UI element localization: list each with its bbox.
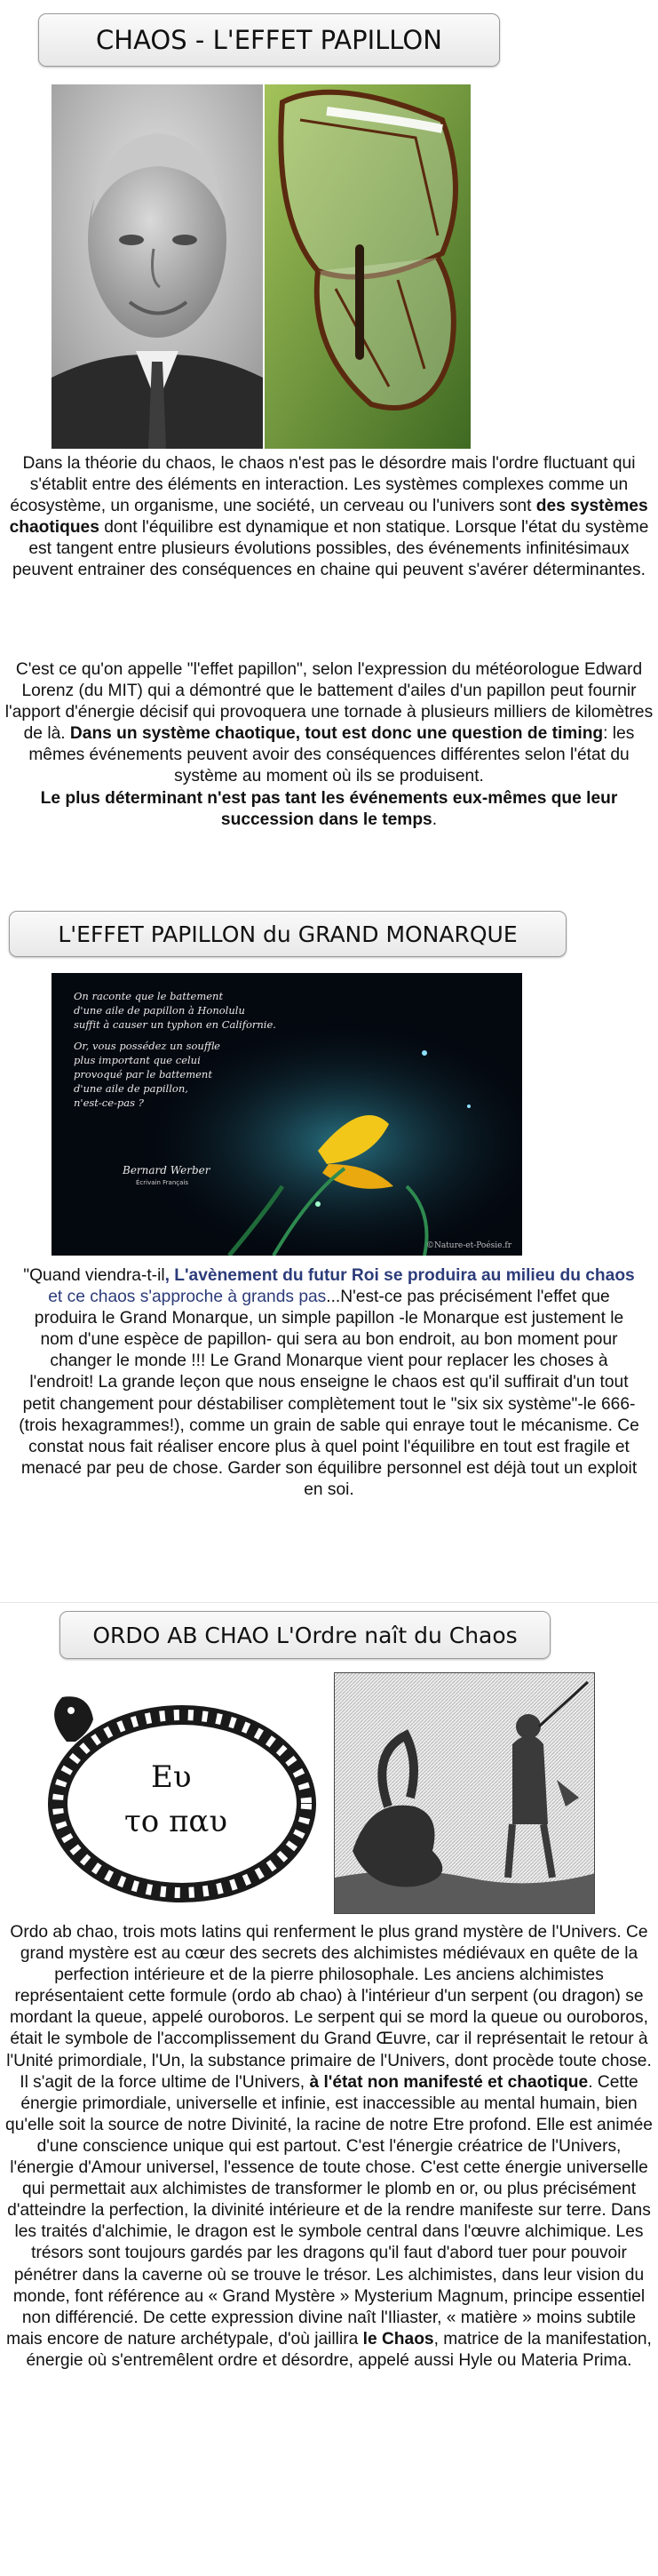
image-watermark: ©Nature-et-Poésie.fr <box>425 1241 511 1250</box>
butterfly-quote-image: On raconte que le battement d'une aile de papillon à Honolulu suffit à causer un typhon en Californie. Or, vous possédez un souffle plus important que celui provoqué par le battement d'une aile de papillon, n'est-ce-pas ? Bernard Werber Écrivain Français ©Nature-et-Poésie.fr <box>52 973 522 1256</box>
section1-paragraph-1: Dans la théorie du chaos, le chaos n'est pas le désordre mais l'ordre fluctuant qui s'établit entre des éléments en interaction. Les systèmes complexes comme un écosystème, un organisme, une société, un cerveau ou l'univers sont des systèmes chaotiques dont l'équilibre est dynamique et non statique. Lorsque l'état du système est tangent entre plusieurs évolutions possibles, des événements infinitésimaux peuvent entrainer des conséquences en chaine qui peuvent s'avérer déterminantes. <box>9 454 649 580</box>
section-heading-grand-monarque <box>9 911 567 957</box>
glasswing-butterfly-image <box>265 84 471 449</box>
quote-author: Bernard Werber <box>123 1164 210 1176</box>
section-heading-ordo-ab-chao <box>59 1611 551 1659</box>
section2-paragraph-1: "Quand viendra-t-il, L'avènement du futur Roi se produira au milieu du chaos et ce chaos s'approche à grands pas...N'est-ce pas précisément l'effet que produira le Grand Monarque, un simple papillon -le Monarque est justement le nom d'une espèce de papillon- qui sera au bon endroit, au bon moment pour changer le monde !!! Le Grand Monarque vient pour replacer les choses à l'endroit! La grande leçon que nous enseigne le chaos est qu'il suffirait d'un tout petit changement pour déstabiliser complètement tout le "six six système"-le 666-(trois hexagrammes!), comme un grain de sable qui enraye tout le mécanisme. Ce constat nous fait réaliser encore plus à quel point l'équilibre en tout est fragile et menacé par peu de chose. Garder son équilibre personnel est déjà tout un exploit en soi. <box>19 1266 639 1499</box>
ouroboros-image <box>40 1679 322 1912</box>
section-heading-text: CHAOS - L'EFFET PAPILLON <box>96 25 442 55</box>
section-heading-chaos <box>38 13 500 67</box>
quote-author-subtitle: Écrivain Français <box>136 1179 188 1186</box>
section-heading-text: ORDO AB CHAO L'Ordre naît du Chaos <box>92 1622 518 1648</box>
portrait-image <box>52 84 263 449</box>
section-divider <box>0 1602 658 1603</box>
section-heading-text: L'EFFET PAPILLON du GRAND MONARQUE <box>58 921 518 947</box>
ouroboros-text-line1: Ευ <box>151 1759 192 1795</box>
section1-paragraph-2: C'est ce qu'on appelle "l'effet papillon", selon l'expression du météorologue Edward Lorenz (du MIT) qui a démontré que le battement d'ailes d'un papillon peut fournir l'apport d'énergie décisif qui provoquera une tornade à plusieurs milliers de kilomètres de là. Dans un système chaotique, tout est donc une question de timing: les mêmes événements peuvent avoir des conséquences différentes selon l'état du système au moment où ils se produisent. Le plus déterminant n'est pas tant les événements eux-mêmes que leur succession dans le temps. <box>4 660 654 829</box>
section3-paragraph-1: Ordo ab chao, trois mots latins qui renferment le plus grand mystère de l'Univers. Ce grand mystère est au cœur des secrets des alchimistes médiévaux en quête de la perfection intérieure et de la pierre philosophale. Les anciens alchimistes représentaient cette formule (ordo ab chao) à l'intérieur d'un serpent (ou dragon) se mordant la queue, appelé ouroboros. Le serpent qui se mord la queue ou ouroboros, était le symbole de l'accomplissement du Grand Œuvre, car il représentait le retour à l'Unité primordiale, l'Un, la substance primaire de l'Univers, dont procède toute chose. Il s'agit de la force ultime de l'Univers, à l'état non manifesté et chaotique. Cette énergie primordiale, universelle et infinie, est inaccessible au mental humain, bien qu'elle soit la source de notre Divinité, la racine de notre Etre profond. Elle est animée d'une conscience unique qui est partout. C'est l'énergie créatrice de l'Univers, l'énergie d'Amour universel, l'essence de toute chose. C'est cette énergie universelle qui permettait aux alchimistes de transformer le plomb en or, ou plus précisément d'atteindre la perfection, la divinité intérieure et de la rendre manifeste sur terre. Dans les traités d'alchimie, le dragon est le symbole central dans l'œuvre alchimique. Les trésors sont toujours gardés par les dragons qu'il faut d'abord tuer pour pouvoir pénétrer dans la caverne où se trouve le trésor. Les alchimistes, dans leur vision du monde, font référence au « Grand Mystère » Mysterium Magnum, principe essentiel non différencié. De cette expression divine naît l'Iliaster, « matière » moins subtile mais encore de nature archétypale, d'où jaillira le Chaos, matrice de la manifestation, énergie où s'entremêlent ordre et désordre, appelé aussi Hyle ou Materia Prima. <box>5 1923 653 2370</box>
ouroboros-text-line2: το παυ <box>124 1804 228 1839</box>
knight-dragon-engraving-image <box>334 1672 595 1914</box>
